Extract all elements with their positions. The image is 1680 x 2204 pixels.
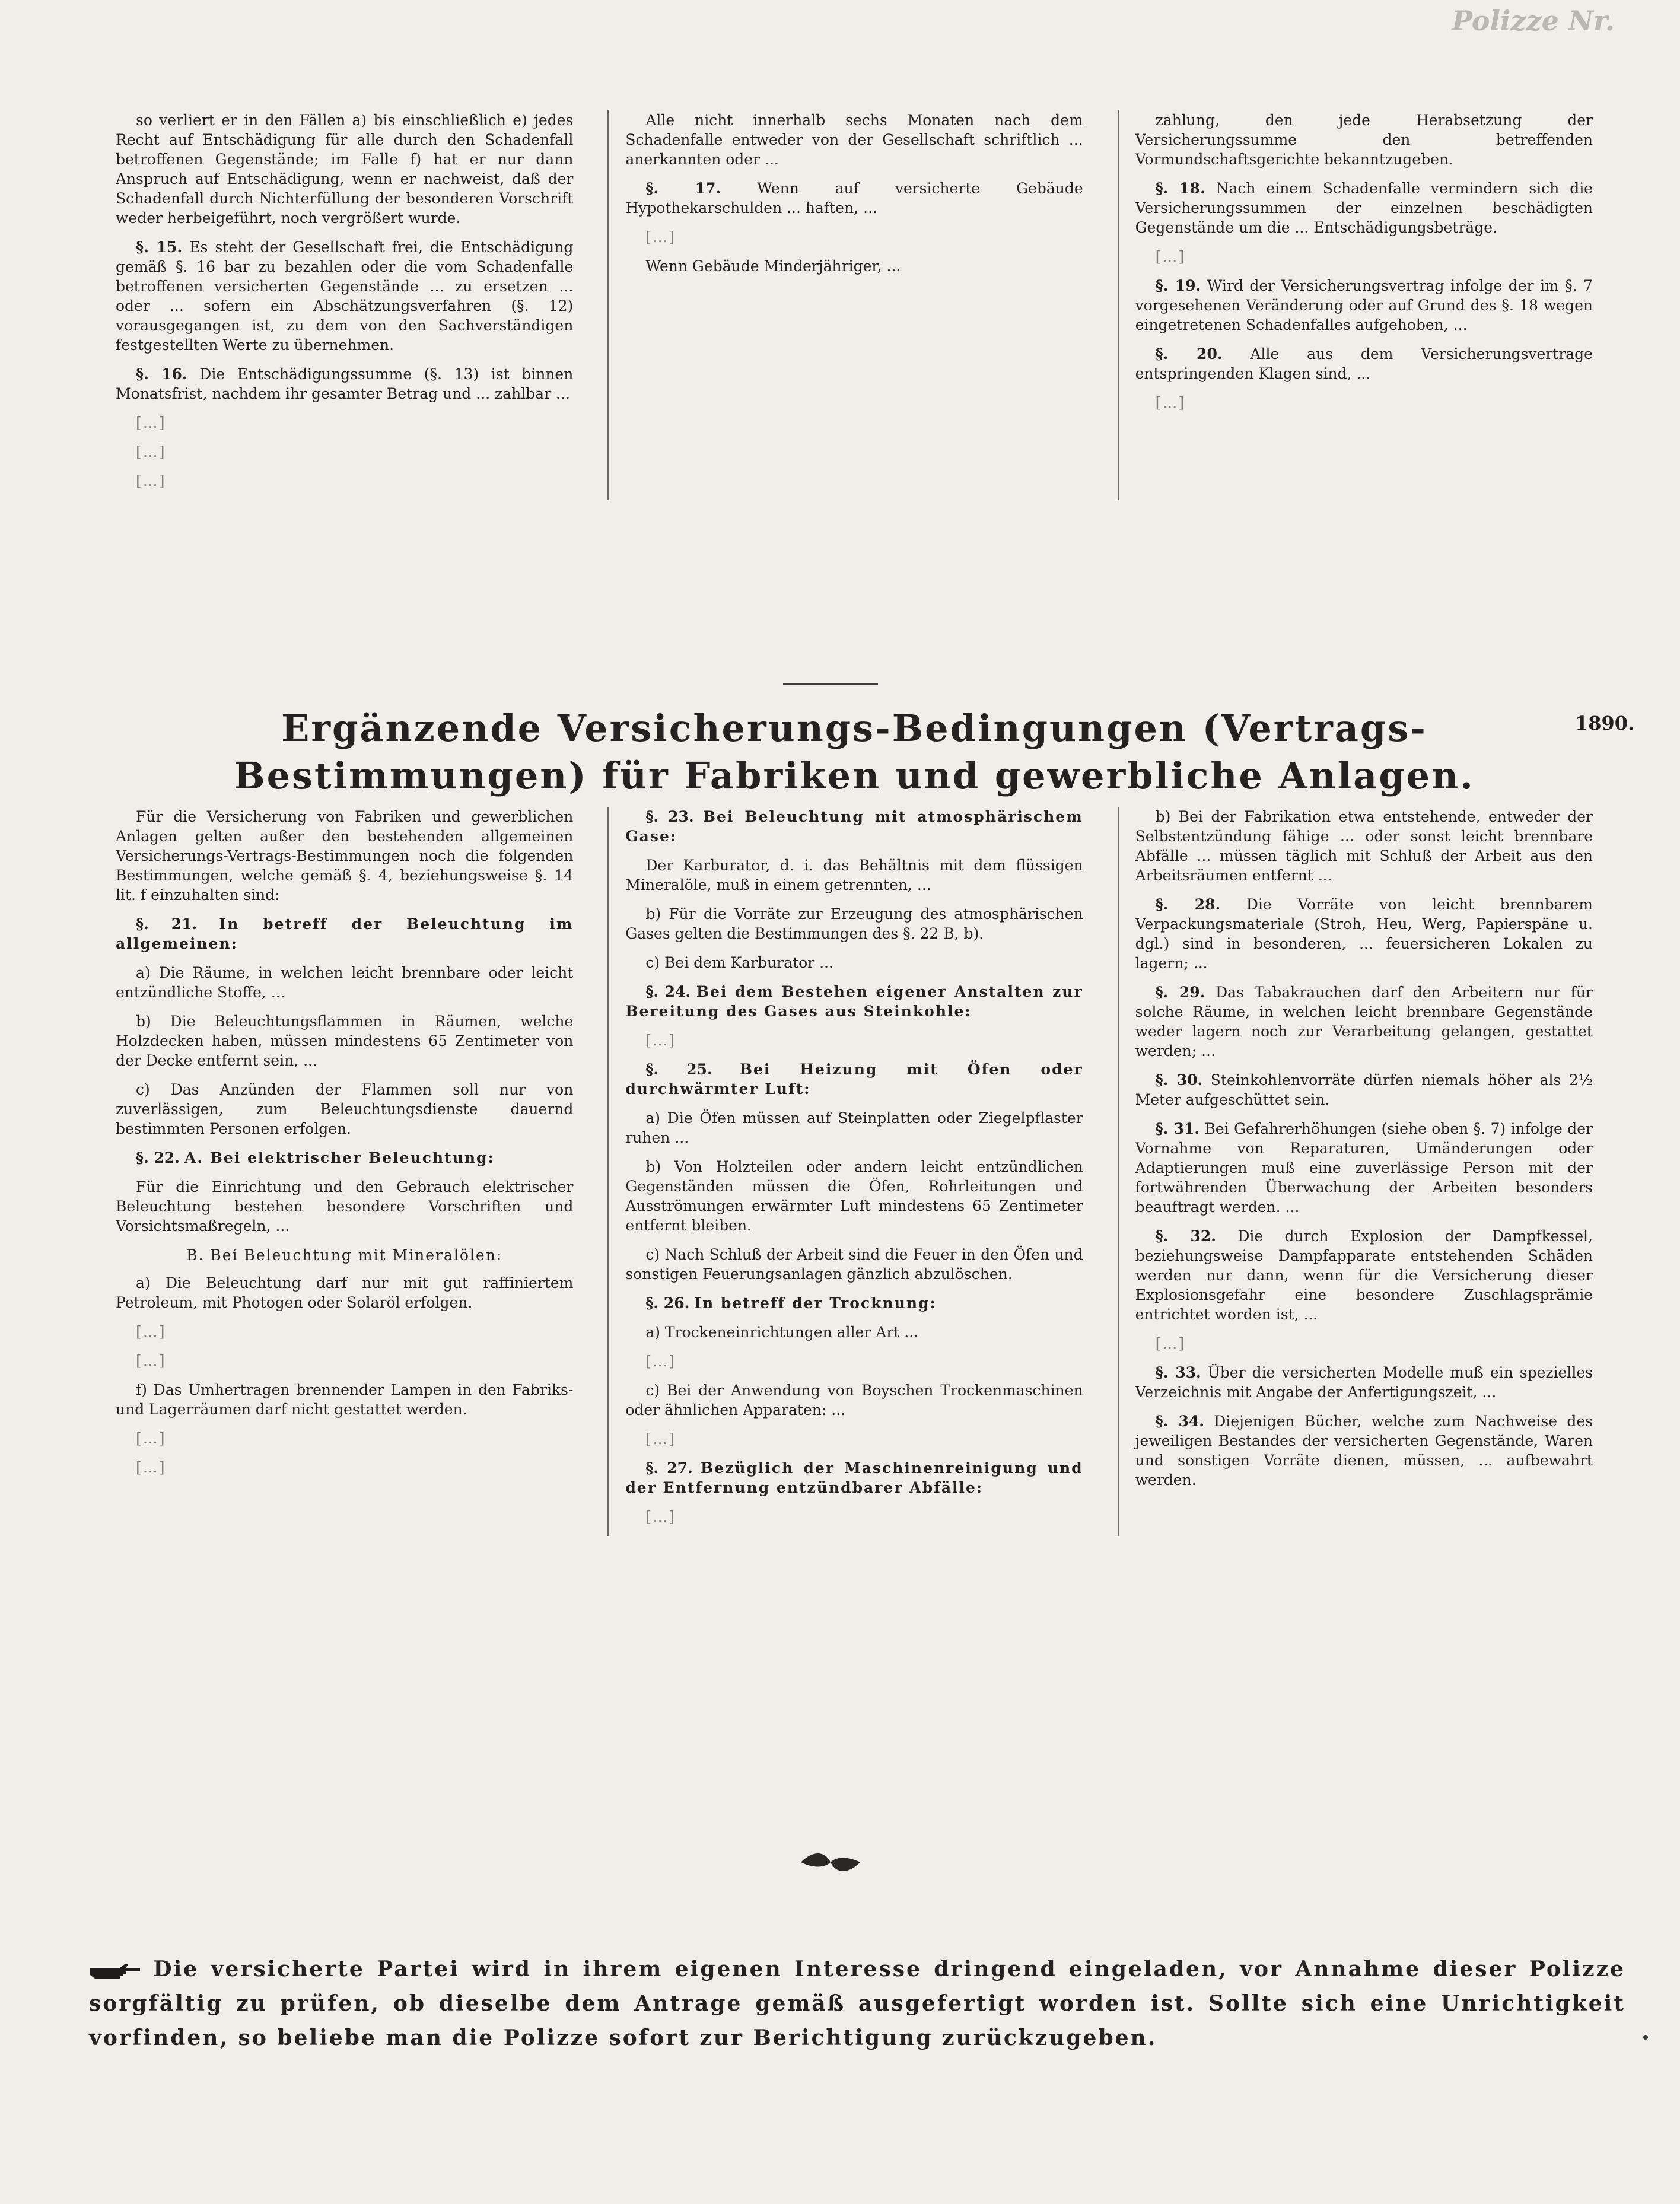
clause-number: §. 18. xyxy=(1155,180,1205,197)
clause-paragraph xyxy=(1135,1226,1593,1324)
text-paragraph xyxy=(625,1429,1083,1449)
clause-text: Für die Versicherung von Fabriken und gewerblichen Anlagen gelten außer den bestehenden allgemeinen Versicherungs-Vertrags-Bestimmungen noch die folgenden Bestimmungen, welche gemäß §. 4, beziehungsweise §. 14 lit. f einzuhalten sind: xyxy=(116,808,574,904)
text-paragraph xyxy=(625,227,1083,247)
clause-text: c) Nach Schluß der Arbeit sind die Feuer in den Öfen und sonstigen Feuerungsanlagen gänzlich abzulöschen. xyxy=(625,1246,1083,1283)
clause-text: Der Karburator, d. i. das Behältnis mit dem flüssigen Mineralöle, muß in einem getrennten, ... xyxy=(625,857,1083,893)
clause-text: […] xyxy=(1155,248,1186,265)
top-section xyxy=(116,110,1593,500)
clause-text: […] xyxy=(136,414,166,431)
text-paragraph xyxy=(1135,393,1593,412)
clause-text: […] xyxy=(1155,394,1186,411)
clause-text: c) Bei der Anwendung von Boyschen Trockenmaschinen oder ähnlichen Apparaten: ... xyxy=(625,1382,1083,1419)
text-paragraph xyxy=(116,1380,573,1419)
clause-paragraph xyxy=(116,914,573,953)
pointing-hand-icon xyxy=(89,1962,141,1980)
clause-text: […] xyxy=(136,443,166,460)
subsection-heading: B. Bei Beleuchtung mit Mineralölen: xyxy=(186,1246,503,1264)
text-paragraph xyxy=(1135,110,1593,169)
clause-heading: In betreff der Trocknung: xyxy=(694,1295,937,1312)
clause-text: Wenn Gebäude Minderjähriger, ... xyxy=(645,257,901,275)
clause-number: §. 15. xyxy=(136,238,183,256)
text-paragraph xyxy=(116,471,573,491)
text-paragraph xyxy=(625,855,1083,895)
clause-number: §. 17. xyxy=(645,180,721,197)
text-paragraph xyxy=(625,1245,1083,1284)
clause-text: a) Die Beleuchtung darf nur mit gut raffiniertem Petroleum, mit Photogen oder Solaröl erfolgen. xyxy=(116,1274,574,1311)
clause-number: §. 21. xyxy=(136,915,198,933)
clause-number: §. 20. xyxy=(1155,345,1223,362)
clause-text: Für die Einrichtung und den Gebrauch elektrischer Beleuchtung bestehen besondere Vorschriften und Vorsichtsmaßregeln, ... xyxy=(116,1178,574,1235)
verification-notice xyxy=(89,1952,1625,2055)
clause-number: §. 16. xyxy=(136,365,187,383)
clause-text: Die Vorräte von leicht brennbarem Verpackungsmateriale (Stroh, Heu, Werg, Papierspäne u. dgl.) sind in besonderen, ... feuersicheren Lokalen zu lagern; ... xyxy=(1135,896,1593,972)
clause-paragraph xyxy=(1135,1119,1593,1217)
clause-number: §. 24. xyxy=(645,983,691,1000)
clause-number: §. 32. xyxy=(1155,1227,1217,1245)
text-paragraph xyxy=(116,1351,573,1370)
clause-paragraph xyxy=(1135,1070,1593,1109)
notice-text: Die versicherte Partei wird in ihrem eigenen Interesse dringend eingeladen, vor Annahme dieser Polizze sorgfältig zu prüfen, ob dieselbe dem Antrage gemäß ausgefertigt worden ist. Sollte sich eine Unrichtigkeit vorfinden, so beliebe man die Polizze sofort zur Berichtigung zurückzugeben. xyxy=(89,1957,1625,2050)
clause-text: b) Bei der Fabrikation etwa entstehende, entweder der Selbstentzündung fähige ... oder sonst leicht brennbare Abfälle ... müssen täglich mit Schluß der Arbeit aus den Arbeitsräumen entfernt ... xyxy=(1135,808,1593,884)
clause-text: Über die versicherten Modelle muß ein spezielles Verzeichnis mit Angabe der Anfertigungszeit, ... xyxy=(1135,1364,1593,1401)
conditions-section xyxy=(116,807,1593,1536)
text-paragraph xyxy=(625,1507,1083,1526)
text-paragraph xyxy=(625,1322,1083,1342)
clause-text: b) Die Beleuchtungsflammen in Räumen, welche Holzdecken haben, müssen mindestens 65 Zentimeter von der Decke entfernt sein, ... xyxy=(116,1013,574,1069)
clause-text: a) Die Räume, in welchen leicht brennbare oder leicht entzündliche Stoffe, ... xyxy=(116,964,574,1001)
text-paragraph xyxy=(625,1157,1083,1235)
top-column-2 xyxy=(607,110,1083,500)
clause-text: Steinkohlenvorräte dürfen niemals höher als 2½ Meter aufgeschüttet sein. xyxy=(1135,1071,1593,1108)
text-paragraph xyxy=(116,1273,573,1312)
clause-number: §. 28. xyxy=(1155,896,1221,913)
clause-paragraph xyxy=(116,364,573,403)
text-paragraph xyxy=(116,963,573,1002)
clause-paragraph xyxy=(1135,982,1593,1061)
clause-text: Bei Gefahrerhöhungen (siehe oben §. 7) infolge der Vornahme von Reparaturen, Umänderungen oder Adaptierungen muß eine zuverlässige Person mit der fortwährenden Überwachung der Arbeiten besonders beauftragt werden. ... xyxy=(1135,1120,1593,1216)
clause-paragraph xyxy=(116,237,573,355)
clause-text: f) Das Umhertragen brennender Lampen in den Fabriks- und Lagerräumen darf nicht gestattet werden. xyxy=(116,1381,574,1418)
clause-text: Nach einem Schadenfalle vermindern sich die Versicherungssummen der einzelnen beschädigten Gegenstände um die ... Entschädigungsbeträge. xyxy=(1135,180,1593,236)
clause-text: b) Von Holzteilen oder andern leicht entzündlichen Gegenständen müssen die Öfen, Rohrleitungen und Ausströmungen erwärmter Luft mindestens 65 Zentimeter entfernt bleiben. xyxy=(625,1158,1083,1234)
main-title: Ergänzende Versicherungs-Bedingungen (Vertrags-Bestimmungen) für Fabriken und gewerbliche Anlagen. xyxy=(234,707,1475,797)
clause-paragraph xyxy=(1135,1411,1593,1490)
clause-text: Die Entschädigungssumme (§. 13) ist binnen Monatsfrist, nachdem ihr gesamter Betrag und ... zahlbar ... xyxy=(116,365,574,402)
clause-number: §. 22. xyxy=(136,1149,180,1166)
clause-heading: Bezüglich der Maschinenreinigung und der Entfernung entzündbarer Abfälle: xyxy=(625,1459,1083,1496)
clause-text: […] xyxy=(645,1353,676,1370)
clause-paragraph xyxy=(625,982,1083,1021)
clause-text: so verliert er in den Fällen a) bis einschließlich e) jedes Recht auf Entschädigung für alle durch den Schadenfall betroffenen Gegenstände; im Falle f) hat er nur dann Anspruch auf Entschädigung, wenn er nachweist, daß der Schadenfall durch Nichterfüllung der besonderen Vorschrift weder herbeigeführt, noch vergrößert wurde. xyxy=(116,112,574,227)
clause-number: §. 27. xyxy=(645,1459,693,1477)
text-paragraph xyxy=(625,110,1083,169)
text-paragraph xyxy=(625,1108,1083,1147)
text-paragraph xyxy=(1135,1334,1593,1353)
text-paragraph xyxy=(1135,807,1593,885)
clause-paragraph xyxy=(625,1060,1083,1099)
clause-paragraph xyxy=(1135,179,1593,237)
clause-number: §. 33. xyxy=(1155,1364,1201,1381)
clause-text: […] xyxy=(1155,1335,1186,1352)
text-paragraph xyxy=(116,1458,573,1477)
clause-text: a) Die Öfen müssen auf Steinplatten oder Ziegelpflaster ruhen ... xyxy=(625,1109,1083,1146)
text-paragraph xyxy=(625,953,1083,972)
text-paragraph xyxy=(116,1322,573,1341)
clause-text: […] xyxy=(136,472,166,489)
clause-heading: In betreff der Beleuchtung im allgemeinen: xyxy=(116,915,574,952)
clause-text: Die durch Explosion der Dampfkessel, beziehungsweise Dampfapparate entstehenden Schäden werden nur dann, wenn für die Versicherung dieser Explosionsgefahr eine besondere Zuschlagsprämie entrichtet worden ist, ... xyxy=(1135,1227,1593,1323)
conditions-column-1 xyxy=(116,807,573,1536)
text-paragraph xyxy=(116,1429,573,1448)
clause-paragraph xyxy=(1135,276,1593,335)
text-paragraph xyxy=(625,1381,1083,1420)
clause-heading: A. Bei elektrischer Beleuchtung: xyxy=(184,1149,495,1166)
clause-paragraph xyxy=(1135,895,1593,973)
text-paragraph xyxy=(625,1031,1083,1050)
clause-heading: Bei dem Bestehen eigener Anstalten zur Bereitung des Gases aus Steinkohle: xyxy=(625,983,1083,1020)
clause-text: Das Tabakrauchen darf den Arbeitern nur für solche Räume, in welchen leicht brennbare Gegenstände weder lagern noch zur Verarbeitung gelangen, gestattet werden; ... xyxy=(1135,984,1593,1060)
clause-number: §. 30. xyxy=(1155,1071,1203,1089)
clause-text: Diejenigen Bücher, welche zum Nachweise des jeweiligen Bestandes der versicherten Gegenstände, Waren und sonstigen Vorräte dienen, müssen, ... aufbewahrt werden. xyxy=(1135,1413,1593,1489)
clause-number: §. 31. xyxy=(1155,1120,1200,1137)
clause-text: […] xyxy=(136,1459,166,1476)
clause-paragraph xyxy=(1135,1363,1593,1402)
policy-number-label: Polizze Nr. xyxy=(1452,5,1615,37)
clause-number: §. 29. xyxy=(1155,984,1205,1001)
top-column-1 xyxy=(116,110,573,500)
clause-number: §. 26. xyxy=(645,1295,690,1312)
clause-paragraph xyxy=(625,1458,1083,1497)
ornament-icon xyxy=(795,1848,866,1877)
conditions-column-3 xyxy=(1118,807,1593,1536)
clause-text: Es steht der Gesellschaft frei, die Entschädigung gemäß §. 16 bar zu bezahlen oder die vom Schadenfalle betroffenen versicherten Gegenstände ... zu ersetzen ... oder ... sofern ein Abschätzungsverfahren (§. 12) vorausgegangen ist, zu dem von den Sachverständigen festgestellten Werte zu übernehmen. xyxy=(116,238,574,354)
text-paragraph xyxy=(116,1080,573,1138)
text-paragraph xyxy=(625,904,1083,943)
clause-paragraph xyxy=(116,1148,573,1168)
top-column-3 xyxy=(1118,110,1593,500)
text-paragraph xyxy=(116,442,573,462)
clause-text: […] xyxy=(136,1430,166,1447)
clause-heading: Bei Beleuchtung mit atmosphärischem Gase: xyxy=(625,808,1083,845)
margin-dot xyxy=(1643,2035,1648,2040)
text-paragraph xyxy=(1135,247,1593,266)
clause-paragraph xyxy=(625,807,1083,846)
clause-text: […] xyxy=(645,1430,676,1448)
clause-text: Alle nicht innerhalb sechs Monaten nach dem Schadenfalle entweder von der Gesellschaft schriftlich ... anerkannten oder ... xyxy=(625,112,1083,168)
clause-text: […] xyxy=(136,1323,166,1340)
clause-paragraph xyxy=(1135,344,1593,383)
text-paragraph xyxy=(625,1351,1083,1371)
clause-text: Wird der Versicherungsvertrag infolge der im §. 7 vorgesehenen Veränderung oder auf Grund des §. 18 wegen eingetretenen Schadenfalles aufgehoben, ... xyxy=(1135,277,1593,333)
clause-text: zahlung, den jede Herabsetzung der Versicherungssumme den betreffenden Vormundschaftsgerichte bekanntzugeben. xyxy=(1135,112,1593,168)
clause-text: a) Trockeneinrichtungen aller Art ... xyxy=(645,1324,919,1341)
clause-text: c) Bei dem Karburator ... xyxy=(645,954,833,971)
clause-number: §. 19. xyxy=(1155,277,1201,294)
clause-number: §. 23. xyxy=(645,808,694,825)
clause-number: §. 25. xyxy=(645,1061,712,1078)
clause-text: c) Das Anzünden der Flammen soll nur von zuverlässigen, zum Beleuchtungsdienste dauernd bestimmten Personen erfolgen. xyxy=(116,1081,574,1137)
text-paragraph xyxy=(625,256,1083,276)
clause-text: Alle aus dem Versicherungsvertrage entspringenden Klagen sind, ... xyxy=(1135,345,1593,382)
year-label: 1890. xyxy=(1575,712,1635,734)
clause-paragraph xyxy=(625,179,1083,218)
clause-number: §. 34. xyxy=(1155,1413,1204,1430)
text-paragraph xyxy=(116,110,573,228)
clause-text: […] xyxy=(136,1352,166,1369)
clause-text: b) Für die Vorräte zur Erzeugung des atmosphärischen Gases gelten die Bestimmungen des §. 22 B, b). xyxy=(625,905,1083,942)
clause-text: […] xyxy=(645,228,676,246)
text-paragraph xyxy=(116,1177,573,1236)
clause-text: […] xyxy=(645,1032,676,1049)
section-divider xyxy=(783,683,878,685)
text-paragraph xyxy=(116,807,573,905)
text-paragraph xyxy=(116,413,573,432)
clause-paragraph xyxy=(625,1293,1083,1313)
clause-heading: Bei Heizung mit Öfen oder durchwärmter Luft: xyxy=(625,1061,1083,1098)
clause-text: […] xyxy=(645,1508,676,1525)
clause-text: Wenn auf versicherte Gebäude Hypothekarschulden ... haften, ... xyxy=(625,180,1083,217)
conditions-column-2 xyxy=(607,807,1083,1536)
text-paragraph xyxy=(116,1012,573,1070)
